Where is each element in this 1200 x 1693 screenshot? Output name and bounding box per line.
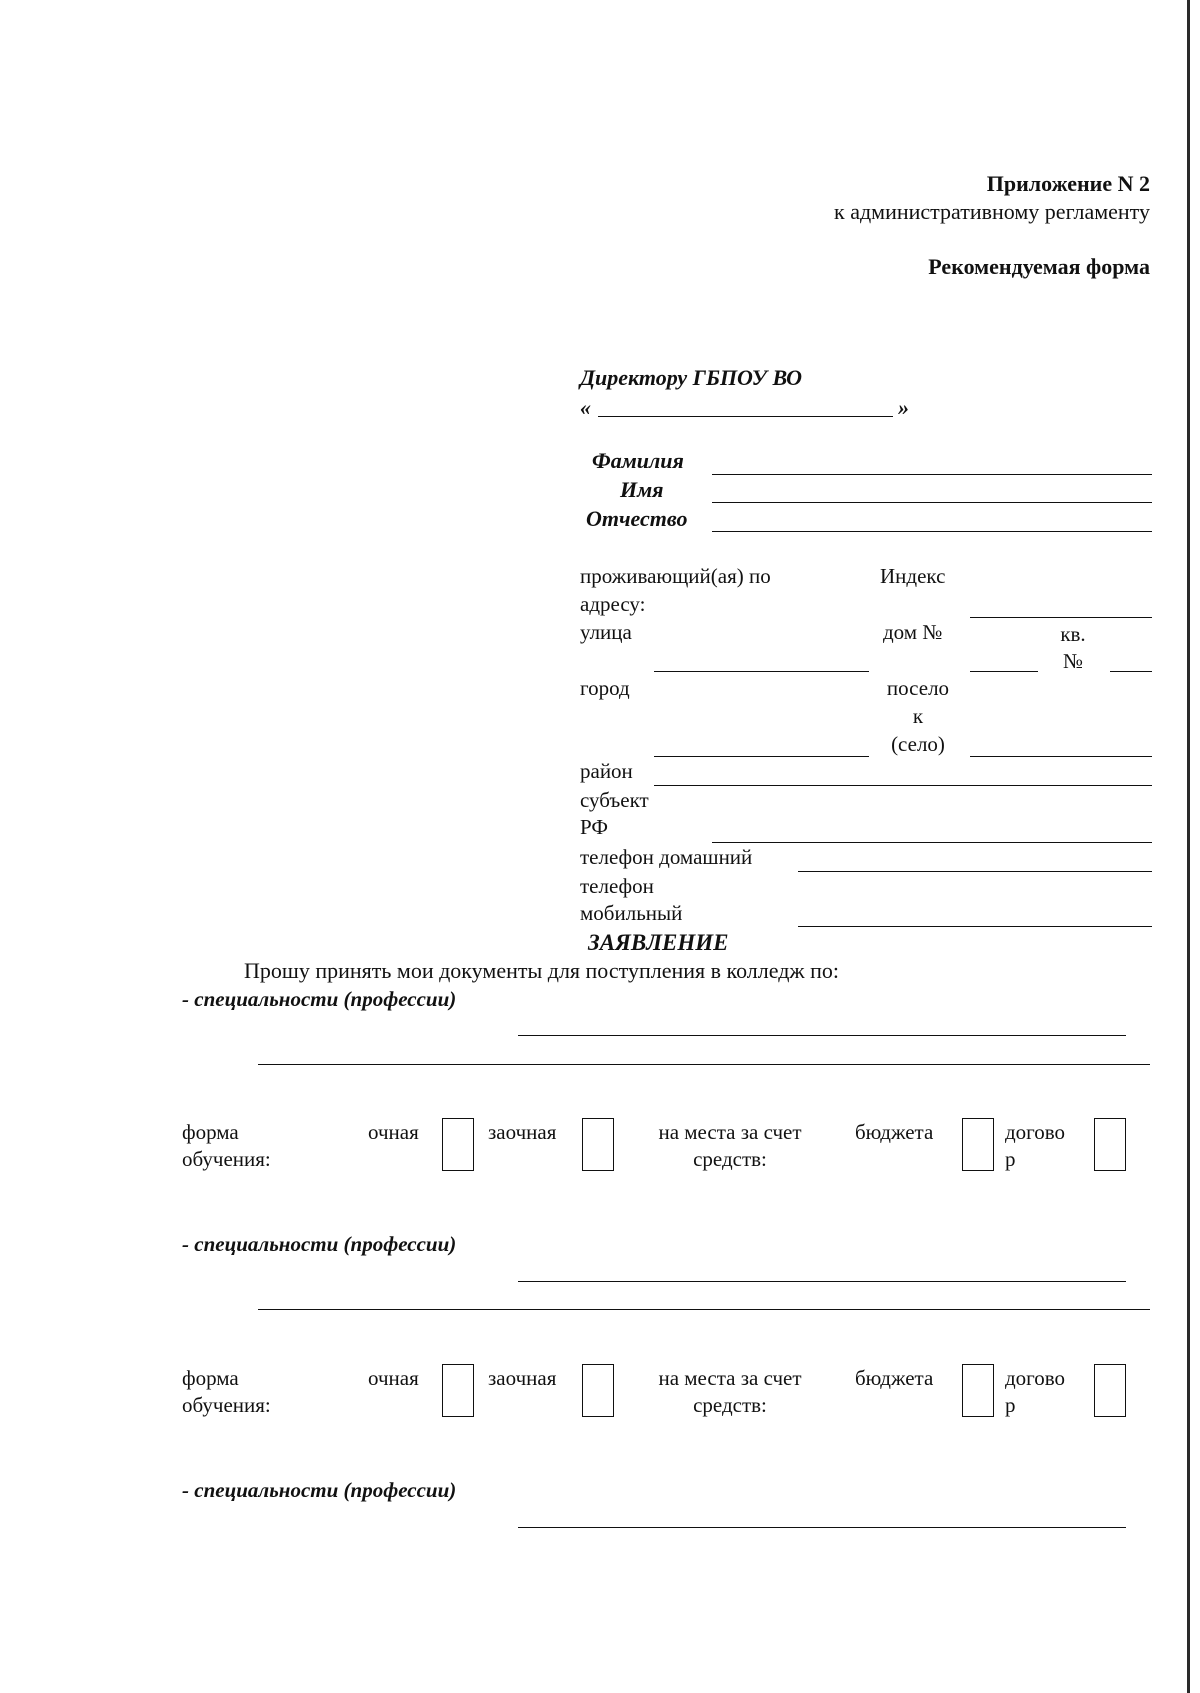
full-time-checkbox[interactable]: [442, 1364, 474, 1417]
apartment-field[interactable]: [1110, 671, 1152, 672]
specialty-field-2b[interactable]: [258, 1309, 1150, 1310]
phone-mobile-label-line1: телефон: [580, 874, 654, 898]
full-time-checkbox[interactable]: [442, 1118, 474, 1171]
part-time-label: заочная: [488, 1366, 557, 1390]
budget-label: бюджета: [855, 1366, 934, 1390]
study-form-label-line1: форма: [182, 1366, 239, 1390]
part-time-label: заочная: [488, 1120, 557, 1144]
budget-label: бюджета: [855, 1120, 934, 1144]
specialty-field-1a[interactable]: [518, 1035, 1126, 1036]
contract-label-line2: р: [1005, 1147, 1016, 1171]
apartment-label-line2: №: [1062, 649, 1084, 673]
village-label-line1: посело: [886, 676, 950, 700]
full-time-label: очная: [368, 1120, 419, 1144]
village-label-line3: (село): [891, 732, 945, 756]
district-label: район: [580, 759, 633, 783]
residing-label-line1: проживающий(ая) по: [580, 564, 771, 588]
name-label: Имя: [620, 477, 664, 502]
district-field[interactable]: [654, 785, 1152, 786]
village-label-line2: к: [912, 704, 924, 728]
appendix-subtitle: к административному регламенту: [834, 199, 1150, 224]
form-type-label: Рекомендуемая форма: [928, 254, 1150, 279]
specialty-field-2a[interactable]: [518, 1281, 1126, 1282]
study-form-label-line2: обучения:: [182, 1393, 271, 1417]
page-edge-line: [1187, 0, 1190, 1693]
statement-request: Прошу принять мои документы для поступления в колледж по:: [244, 958, 840, 983]
street-field[interactable]: [654, 671, 869, 672]
surname-label: Фамилия: [592, 448, 684, 473]
contract-label-line1: догово: [1005, 1120, 1066, 1144]
specialty-label-2: - специальности (профессии): [182, 1232, 457, 1256]
contract-label-line1: догово: [1005, 1366, 1066, 1390]
part-time-checkbox[interactable]: [582, 1364, 614, 1417]
contract-checkbox[interactable]: [1094, 1364, 1126, 1417]
phone-home-field[interactable]: [798, 871, 1152, 872]
contract-label-line2: р: [1005, 1393, 1016, 1417]
specialty-field-3a[interactable]: [518, 1527, 1126, 1528]
house-label: дом №: [883, 620, 943, 644]
index-field[interactable]: [970, 617, 1152, 618]
specialty-label-1: - специальности (профессии): [182, 987, 457, 1011]
study-form-label-line1: форма: [182, 1120, 239, 1144]
appendix-title: Приложение N 2: [986, 171, 1150, 196]
budget-checkbox[interactable]: [962, 1118, 994, 1171]
subject-label-line2: РФ: [580, 815, 608, 839]
phone-mobile-field[interactable]: [798, 926, 1152, 927]
index-label: Индекс: [880, 564, 946, 588]
patronymic-field[interactable]: [712, 531, 1152, 532]
street-label: улица: [580, 620, 632, 644]
addressee-director: Директору ГБПОУ ВО: [580, 365, 803, 390]
funding-label-line2: средств:: [693, 1147, 767, 1171]
village-field[interactable]: [970, 756, 1152, 757]
name-field[interactable]: [712, 502, 1152, 503]
phone-mobile-label-line2: мобильный: [580, 901, 683, 925]
apartment-label-line1: кв.: [1060, 622, 1086, 646]
institution-name-line[interactable]: [598, 416, 893, 417]
specialty-label-3: - специальности (профессии): [182, 1478, 457, 1502]
house-field[interactable]: [970, 671, 1038, 672]
subject-field[interactable]: [712, 842, 1152, 843]
funding-label-line1: на места за счет: [658, 1120, 802, 1144]
statement-title: ЗАЯВЛЕНИЕ: [588, 930, 729, 955]
surname-field[interactable]: [712, 474, 1152, 475]
contract-checkbox[interactable]: [1094, 1118, 1126, 1171]
residing-label-line2: адресу:: [580, 592, 646, 616]
part-time-checkbox[interactable]: [582, 1118, 614, 1171]
budget-checkbox[interactable]: [962, 1364, 994, 1417]
quote-close: »: [898, 395, 909, 420]
quote-open: «: [580, 395, 591, 420]
specialty-field-1b[interactable]: [258, 1064, 1150, 1065]
phone-home-label: телефон домашний: [580, 845, 753, 869]
study-form-label-line2: обучения:: [182, 1147, 271, 1171]
funding-label-line2: средств:: [693, 1393, 767, 1417]
full-time-label: очная: [368, 1366, 419, 1390]
city-label: город: [580, 676, 630, 700]
city-field[interactable]: [654, 756, 869, 757]
patronymic-label: Отчество: [586, 506, 688, 531]
subject-label-line1: субъект: [580, 788, 649, 812]
funding-label-line1: на места за счет: [658, 1366, 802, 1390]
